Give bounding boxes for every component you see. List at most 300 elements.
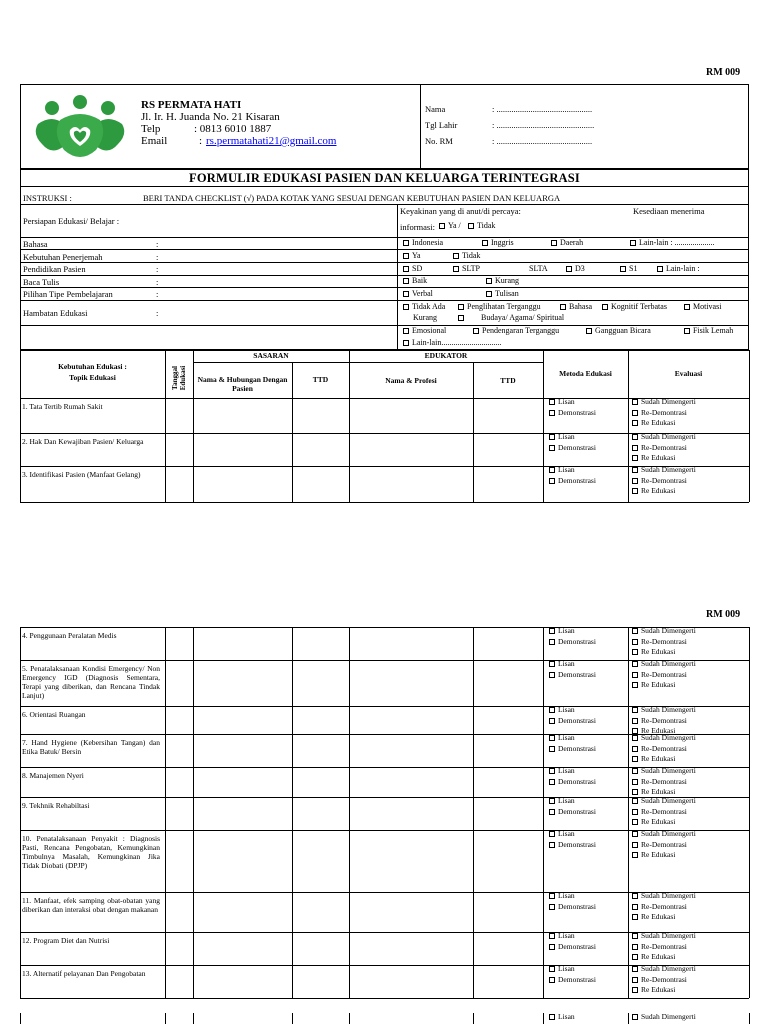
checkbox-option[interactable] (632, 476, 696, 487)
checkbox-option[interactable] (549, 766, 596, 777)
header-ttd: TTD (312, 375, 329, 384)
table-divider (193, 660, 194, 706)
table-divider (628, 797, 629, 830)
checkbox-option[interactable] (632, 716, 696, 727)
table-divider (543, 398, 544, 433)
table-divider (292, 797, 293, 830)
checkbox-icon (453, 266, 459, 272)
checkbox-option[interactable] (632, 840, 696, 851)
checkbox-icon (632, 488, 638, 494)
table-divider (292, 767, 293, 797)
header-tanggal: Tanggal Edukasi (171, 365, 187, 391)
checkbox-label: Sudah Dimengerti (641, 891, 696, 900)
table-divider (349, 767, 350, 797)
checkbox-label: Re Edukasi (641, 850, 676, 859)
nama-field[interactable]: : ............................................. (492, 104, 593, 114)
table-divider (292, 932, 293, 965)
checkbox-label: Lisan (558, 397, 575, 406)
checkbox-label: Sudah Dimengerti (641, 796, 696, 805)
checkbox-option[interactable] (632, 637, 696, 648)
checkbox-icon (549, 809, 555, 815)
checkbox-icon (632, 954, 638, 960)
checkbox-option[interactable] (632, 796, 696, 807)
table-divider (165, 627, 166, 660)
table-divider (473, 660, 474, 706)
checkbox-label: Re Edukasi (641, 680, 676, 689)
table-divider (749, 706, 750, 734)
checkbox-label: Lisan (558, 891, 575, 900)
opt-lain-hambatan[interactable]: Lain-lain.............................. (403, 338, 501, 348)
table-divider (165, 433, 166, 466)
checkbox-icon (632, 682, 638, 688)
evaluasi-checklist (632, 796, 696, 828)
table-divider (628, 1013, 629, 1024)
checkbox-icon (632, 768, 638, 774)
table-divider (165, 660, 166, 706)
table-divider (628, 892, 629, 932)
checkbox-option[interactable] (549, 902, 596, 913)
table-divider (749, 932, 750, 965)
checkbox-icon (684, 328, 690, 334)
checkbox-icon (486, 278, 492, 284)
checkbox-icon (549, 977, 555, 983)
evaluasi-checklist (632, 432, 696, 464)
table-divider (20, 830, 21, 892)
header-sasaran: SASARAN (253, 351, 289, 360)
evaluasi-checklist (632, 829, 696, 861)
checkbox-option[interactable] (632, 902, 696, 913)
checkbox-label: Lisan (558, 659, 575, 668)
table-divider (628, 660, 629, 706)
checkbox-option[interactable] (549, 1012, 575, 1023)
colon: : (156, 289, 159, 299)
opt-fisik-lemah[interactable]: Fisik Lemah (684, 326, 733, 336)
table-divider (749, 433, 750, 466)
checkbox-label: Re Edukasi (641, 787, 676, 796)
checkbox-option[interactable] (632, 777, 696, 788)
table-divider (165, 932, 166, 965)
checkbox-label: Re Edukasi (641, 726, 676, 735)
metoda-checklist (549, 796, 596, 817)
opt-slta[interactable]: SLTA (529, 264, 548, 273)
checkbox-option[interactable] (549, 840, 596, 851)
checkbox-label: Re-Demontrasi (641, 715, 687, 725)
checkbox-option[interactable] (632, 465, 696, 476)
metoda-checklist (549, 626, 596, 647)
opt-budaya[interactable]: Budaya/ Agama/ Spiritual (458, 313, 564, 323)
table-divider (749, 734, 750, 767)
table-divider (292, 466, 293, 502)
header-edukator: EDUKATOR (424, 351, 468, 360)
checkbox-option[interactable] (549, 637, 596, 648)
checkbox-option[interactable] (549, 744, 596, 755)
checkbox-option[interactable] (632, 397, 696, 408)
checkbox-icon (549, 831, 555, 837)
metoda-checklist (549, 733, 596, 754)
header-nama-profesi: Nama & Profesi (385, 376, 437, 385)
checkbox-icon (632, 756, 638, 762)
checkbox-option[interactable] (632, 680, 696, 691)
table-rule (20, 998, 749, 999)
table-divider (628, 398, 629, 433)
checkbox-option[interactable] (632, 486, 696, 497)
table-divider (20, 797, 21, 830)
checkbox-icon (632, 718, 638, 724)
header-topik: Topik Edukasi (69, 373, 116, 382)
checkbox-icon (439, 223, 445, 229)
table-rule (20, 502, 749, 503)
checkbox-label: Re-Demontrasi (641, 941, 687, 951)
checkbox-label: Re Edukasi (641, 647, 676, 656)
table-divider (349, 627, 350, 660)
opt-motivasi-kurang: Kurang (413, 313, 437, 322)
checkbox-label: Lisan (558, 931, 575, 940)
table-divider (165, 734, 166, 767)
table-divider (628, 734, 629, 767)
no-rm-label: No. RM (425, 136, 453, 146)
topic-label: 11. Manfaat, efek samping obat-obatan yang diberikan dan interaksi obat dengan makanan (22, 896, 160, 914)
evaluasi-checklist (632, 931, 696, 963)
checkbox-label: Re-Demontrasi (641, 407, 687, 417)
hospital-address: Jl. Ir. H. Juanda No. 21 Kisaran (141, 111, 280, 123)
table-divider (628, 706, 629, 734)
opt-s1[interactable]: S1 (620, 264, 637, 274)
opt-tidak-ada[interactable]: Tidak Ada (403, 302, 445, 312)
table-divider (749, 398, 750, 433)
checkbox-option[interactable] (549, 777, 596, 788)
opt-daerah[interactable]: Daerah (551, 238, 583, 248)
checkbox-option[interactable] (549, 796, 596, 807)
checkbox-label: Lisan (558, 705, 575, 714)
checkbox-icon (403, 240, 409, 246)
email-sep: : (199, 135, 203, 147)
checkbox-label: Re Edukasi (641, 486, 676, 495)
checkbox-label: Re-Demontrasi (641, 475, 687, 485)
checkbox-option[interactable] (549, 975, 596, 986)
checkbox-option[interactable] (632, 807, 696, 818)
checkbox-option[interactable] (632, 432, 696, 443)
checkbox-option[interactable] (632, 766, 696, 777)
topic-label: 3. Identifikasi Pasien (Manfaat Gelang) (22, 470, 141, 479)
table-divider (292, 892, 293, 932)
opt-sltp[interactable]: SLTP (453, 264, 480, 274)
checkbox-option[interactable] (632, 975, 696, 986)
checkbox-icon (453, 253, 459, 259)
table-divider (20, 706, 21, 734)
checkbox-option[interactable] (549, 931, 596, 942)
opt-gangguan-bicara[interactable]: Gangguan Bicara (586, 326, 651, 336)
checkbox-option[interactable] (549, 942, 596, 953)
checkbox-icon (549, 410, 555, 416)
checkbox-icon (403, 278, 409, 284)
colon: : (156, 239, 159, 249)
checkbox-option[interactable] (549, 626, 596, 637)
checkbox-icon (632, 467, 638, 473)
opt-bahasa-hambatan[interactable]: Bahasa (560, 302, 592, 312)
checkbox-option[interactable] (632, 418, 696, 429)
colon: : (156, 252, 159, 262)
table-divider (543, 660, 544, 706)
table-divider (473, 932, 474, 965)
table-divider (749, 350, 750, 398)
checkbox-option[interactable] (632, 744, 696, 755)
checkbox-icon (549, 933, 555, 939)
table-divider (20, 965, 21, 998)
table-divider (543, 797, 544, 830)
opt-motivasi[interactable]: Motivasi (684, 302, 721, 312)
checkbox-option[interactable] (632, 964, 696, 975)
checkbox-icon (632, 779, 638, 785)
instruksi-label: INSTRUKSI : (23, 193, 72, 203)
evaluasi-checklist (632, 705, 696, 737)
checkbox-option[interactable] (549, 659, 596, 670)
table-divider (349, 892, 350, 932)
checkbox-option[interactable] (549, 408, 596, 419)
table-divider (543, 767, 544, 797)
checkbox-icon (632, 914, 638, 920)
opt-baik[interactable]: Baik (403, 276, 427, 286)
opt-kurang[interactable]: Kurang (486, 276, 519, 286)
checkbox-option[interactable] (632, 659, 696, 670)
persiapan-label: Persiapan Edukasi/ Belajar : (23, 216, 120, 226)
table-divider (349, 466, 350, 502)
instruksi-text: BERI TANDA CHECKLIST (√) PADA KOTAK YANG SESUAI DENGAN KEBUTUHAN PASIEN DAN KELUARGA (143, 193, 561, 203)
header-nama-hubungan: Nama & Hubungan Dengan Pasien (197, 375, 288, 393)
no-rm-field[interactable]: : ............................................. (492, 136, 593, 146)
row-tipe-label: Pilihan Tipe Pembelajaran (23, 289, 113, 299)
checkbox-option[interactable] (632, 985, 696, 996)
opt-lain-pendidikan[interactable]: Lain-lain : (657, 264, 700, 274)
table-divider (20, 398, 21, 433)
table-divider (292, 830, 293, 892)
form-title: FORMULIR EDUKASI PASIEN DAN KELUARGA TERINTEGRASI (189, 171, 580, 185)
checkbox-option[interactable] (632, 931, 696, 942)
checkbox-option[interactable] (632, 829, 696, 840)
opt-tulisan[interactable]: Tulisan (486, 289, 519, 299)
header-ttd-edukator: TTD (500, 376, 516, 385)
checkbox-option[interactable] (632, 1012, 696, 1023)
opt-lain-bahasa[interactable]: Lain-lain : .................... (630, 238, 715, 248)
checkbox-option[interactable] (632, 453, 696, 464)
table-divider (543, 706, 544, 734)
checkbox-option[interactable] (632, 626, 696, 637)
telp-value: : 0813 6010 1887 (194, 123, 272, 135)
checkbox-icon (403, 340, 409, 346)
checkbox-label: Sudah Dimengerti (641, 659, 696, 668)
email-link[interactable]: rs.permatahati21@gmail.com (206, 135, 337, 147)
table-divider (292, 706, 293, 734)
checkbox-icon (458, 315, 464, 321)
checkbox-label: Lisan (558, 465, 575, 474)
row-baca-label: Baca Tulis (23, 277, 60, 287)
checkbox-option[interactable] (549, 465, 596, 476)
tgl-lahir-field[interactable]: : .............................................. (492, 120, 595, 130)
checkbox-option[interactable] (549, 476, 596, 487)
topic-label: 5. Penatalaksanaan Kondisi Emergency/ Non Emergency IGD (Diagnosis Sementara, Terapi yang diberikan, dan Rencana Tindak Lanjut) (22, 664, 160, 700)
opt-sd[interactable]: SD (403, 264, 422, 274)
checkbox-icon (632, 434, 638, 440)
checkbox-label: Re-Demontrasi (641, 442, 687, 452)
checkbox-option[interactable] (632, 670, 696, 681)
table-divider (543, 932, 544, 965)
checkbox-icon (632, 1014, 638, 1020)
opt-emosional[interactable]: Emosional (403, 326, 446, 336)
checkbox-icon (482, 240, 488, 246)
checkbox-label: Lisan (558, 1012, 575, 1021)
table-divider (165, 1013, 166, 1024)
opt-inggris[interactable]: Inggris (482, 238, 514, 248)
table-divider (165, 965, 166, 998)
checkbox-option[interactable] (549, 432, 596, 443)
topic-label: 1. Tata Tertib Rumah Sakit (22, 402, 103, 411)
kesediaan-label: Kesediaan menerima (633, 206, 705, 216)
checkbox-icon (586, 328, 592, 334)
table-divider (193, 830, 194, 892)
row-hambatan-label: Hambatan Edukasi (23, 308, 88, 318)
checkbox-icon (630, 240, 636, 246)
checkbox-label: Re Edukasi (641, 952, 676, 961)
checkbox-label: Lisan (558, 964, 575, 973)
checkbox-option[interactable] (549, 397, 596, 408)
metoda-checklist (549, 931, 596, 952)
table-divider (20, 1013, 21, 1024)
metoda-checklist (549, 465, 596, 486)
checkbox-icon (632, 478, 638, 484)
opt-penglihatan[interactable]: Penglihatan Terganggu (458, 302, 541, 312)
row-penerjemah-label: Kebutuhan Penerjemah (23, 252, 103, 262)
table-divider (543, 1013, 544, 1024)
checkbox-option[interactable] (632, 942, 696, 953)
opt-verbal[interactable]: Verbal (403, 289, 433, 299)
checkbox-icon (549, 672, 555, 678)
evaluasi-checklist (632, 964, 696, 996)
table-divider (543, 830, 544, 892)
checkbox-icon (632, 904, 638, 910)
checkbox-icon (549, 798, 555, 804)
checkbox-option[interactable] (549, 807, 596, 818)
table-divider (543, 892, 544, 932)
checkbox-option[interactable] (549, 705, 596, 716)
table-divider (20, 767, 21, 797)
tidak-checkbox[interactable]: Tidak (468, 221, 495, 231)
table-divider (292, 965, 293, 998)
header-evaluasi: Evaluasi (674, 369, 703, 378)
checkbox-label: Sudah Dimengerti (641, 626, 696, 635)
checkbox-option[interactable] (632, 952, 696, 963)
table-divider (165, 892, 166, 932)
table-divider (165, 797, 166, 830)
checkbox-label: Re Edukasi (641, 754, 676, 763)
checkbox-label: Demonstrasi (558, 407, 596, 417)
checkbox-option[interactable] (549, 443, 596, 454)
checkbox-icon (632, 399, 638, 405)
table-divider (292, 1013, 293, 1024)
opt-penerjemah-ya[interactable]: Ya (403, 251, 421, 261)
table-divider (628, 830, 629, 892)
checkbox-option[interactable] (632, 754, 696, 765)
checkbox-option[interactable] (632, 443, 696, 454)
checkbox-icon (549, 399, 555, 405)
checkbox-option[interactable] (632, 891, 696, 902)
table-divider (543, 965, 544, 998)
evaluasi-checklist (632, 733, 696, 765)
checkbox-option[interactable] (549, 964, 596, 975)
table-divider (20, 433, 21, 466)
checkbox-option[interactable] (549, 829, 596, 840)
ya-checkbox[interactable]: Ya / (439, 221, 461, 231)
checkbox-label: Sudah Dimengerti (641, 829, 696, 838)
checkbox-icon (403, 291, 409, 297)
checkbox-label: Demonstrasi (558, 974, 596, 984)
checkbox-icon (549, 445, 555, 451)
checkbox-icon (560, 304, 566, 310)
checkbox-label: Demonstrasi (558, 776, 596, 786)
table-divider (749, 627, 750, 660)
checkbox-label: Lisan (558, 796, 575, 805)
opt-penerjemah-tidak[interactable]: Tidak (453, 251, 480, 261)
checkbox-option[interactable] (549, 891, 596, 902)
table-divider (628, 965, 629, 998)
checkbox-icon (632, 707, 638, 713)
checkbox-option[interactable] (549, 670, 596, 681)
table-divider (292, 627, 293, 660)
table-divider (349, 433, 350, 466)
checkbox-icon (632, 798, 638, 804)
checkbox-icon (549, 467, 555, 473)
checkbox-option[interactable] (632, 408, 696, 419)
checkbox-option[interactable] (632, 647, 696, 658)
checkbox-option[interactable] (632, 850, 696, 861)
table-divider (543, 466, 544, 502)
table-divider (292, 660, 293, 706)
keyakinan-label: Keyakinan yang di anut/di percaya: (400, 206, 521, 216)
table-divider (193, 892, 194, 932)
checkbox-icon (549, 904, 555, 910)
checkbox-icon (549, 966, 555, 972)
table-divider (543, 627, 544, 660)
table-divider (20, 734, 21, 767)
checkbox-icon (566, 266, 572, 272)
checkbox-option[interactable] (549, 716, 596, 727)
opt-d3[interactable]: D3 (566, 264, 585, 274)
checkbox-icon (549, 746, 555, 752)
checkbox-option[interactable] (632, 733, 696, 744)
checkbox-icon (473, 328, 479, 334)
checkbox-icon (632, 628, 638, 634)
opt-indonesia[interactable]: Indonesia (403, 238, 443, 248)
checkbox-label: Demonstrasi (558, 901, 596, 911)
metoda-checklist (549, 891, 596, 912)
checkbox-option[interactable] (632, 912, 696, 923)
checkbox-icon (632, 966, 638, 972)
table-divider (165, 466, 166, 502)
topic-label: 9. Tekhnik Rehabiltasi (22, 801, 90, 810)
checkbox-option[interactable] (549, 733, 596, 744)
opt-kognitif[interactable]: Kognitif Terbatas (602, 302, 667, 312)
table-divider (165, 830, 166, 892)
checkbox-option[interactable] (632, 705, 696, 716)
checkbox-label: Re-Demontrasi (641, 901, 687, 911)
table-divider (165, 398, 166, 433)
checkbox-icon (632, 987, 638, 993)
checkbox-icon (632, 746, 638, 752)
table-divider (20, 627, 21, 660)
checkbox-option[interactable] (632, 817, 696, 828)
table-divider (473, 1013, 474, 1024)
opt-pendengaran[interactable]: Pendengaran Terganggu (473, 326, 559, 336)
checkbox-label: Re Edukasi (641, 418, 676, 427)
metoda-checklist (549, 705, 596, 726)
